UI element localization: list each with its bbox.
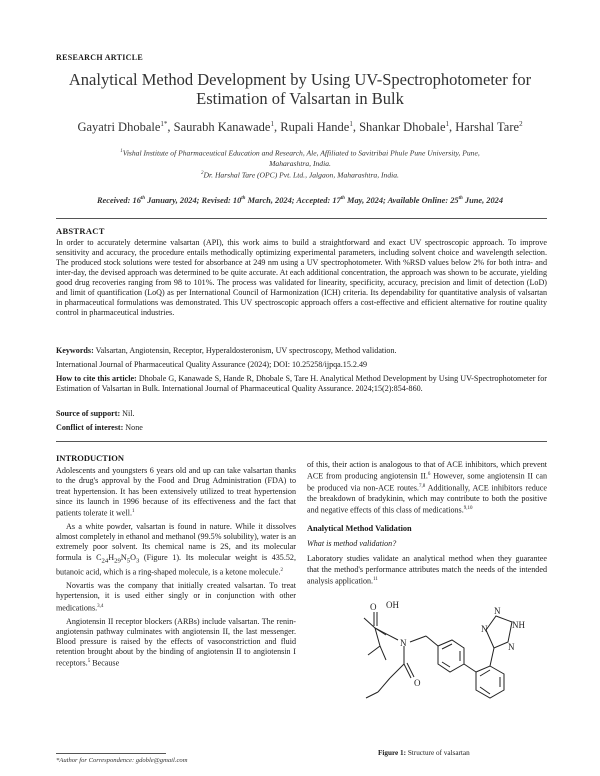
conflict-of-interest: [56, 423, 547, 433]
atom-o2: O: [414, 678, 421, 688]
abstract-body: In order to accurately determine valsartan (API), this work aims to build a straightforward and exact UV spectroscopic approach. To improve sensitivity and accuracy, the procedure entails methodically optimizing experimental parameters, including solvent choice and wavelength selection. The produced stock solutions were tested for absorbance at 249 nm using a UV spectrophotometer. With %RSD values below 2% for both intra- and inter-day, the devised approach was determined to be quite accurate. At each additional concentration, the approach was shown to be accurate, yielding good drug recoveries ranging from 98 to 101%. The process was validated for linearity, specificity, accuracy, precision and limit of detection (LoD) and limit of quantification (LoQ) as per International Council of Harmonization (ICH) criteria. Its dependability for quantitative analysis of valsartan in pharmaceutical formulations was demonstrated. This UV spectroscopic approach offers a cost-effective and efficient alternative for routine quality control in pharmaceutical industries.: [56, 238, 547, 317]
citation-sup: 2: [280, 568, 284, 574]
paragraph-text: Additionally, ACE inhibitors reduce the breakdown of bradykinin, which may contribute to both the positive and negative effects of this class of medications.: [307, 483, 547, 515]
affiliations: [60, 147, 540, 180]
atom-n-amide: N: [400, 638, 407, 648]
date-text: June, 2024: [462, 196, 504, 205]
date-text: Received: 16: [96, 196, 141, 205]
author-name: Saurabh Kanawade: [173, 120, 271, 135]
affiliation-sup: 1: [120, 149, 123, 154]
citation-sup: 1: [131, 509, 135, 515]
affiliation-text: Vishal Institute of Pharmaceutical Education and Research, Ale, Affiliated to Savitribai Phule Pune University, Pune,: [122, 148, 480, 158]
formula-sub: 29: [114, 557, 121, 565]
citation-sup: 3,4: [97, 603, 104, 609]
journal-doi-line: International Journal of Pharmaceutical Quality Assurance (2024); DOI: 10.25258/ijpqa.15.2.49: [56, 360, 368, 369]
caption-text: Structure of valsartan: [406, 749, 470, 757]
subsection-heading: Analytical Method Validation: [307, 524, 412, 534]
author-sup: 1: [445, 120, 450, 128]
atom-nh: NH: [512, 620, 525, 630]
intro-heading: INTRODUCTION: [56, 453, 125, 463]
divider-bottom: [56, 441, 547, 442]
formula-element: H: [108, 552, 115, 562]
date-text: January, 2024; Revised: 10: [145, 196, 242, 205]
affiliation-2: [60, 169, 540, 181]
intro-paragraph-2: [56, 522, 296, 578]
date-text: March, 2024; Accepted: 17: [245, 196, 341, 205]
divider-top: [56, 218, 547, 219]
paragraph-text: However, some angiotensin II can be produced via non-ACE routes.: [307, 471, 548, 493]
paragraph-text: As a white powder, valsartan is found in nature. While it dissolves almost completely in ethanol and methanol (99.5% solubility), water is an extremely poor solvent. Its chemical name is 2S, and its molecular formula is C: [56, 521, 296, 562]
author-name: Shankar Dhobale: [359, 120, 446, 135]
paragraph-text: Angiotensin II receptor blockers (ARBs) include valsartan. The renin-angiotensin pathway culminates with angiotensin II, the last messenger. Blood pressure is raised by the effects of vasoconstriction and fluid retention brought about by the binding of angiotensin II to angiotensin I receptors.: [56, 616, 296, 669]
paragraph-text: of this, their action is analogous to that of ACE inhibitors, which prevent ACE from producing angiotensin II.: [307, 460, 547, 481]
formula-sub: 5: [126, 557, 131, 565]
conflict-label: Conflict of interest:: [56, 423, 124, 432]
date-sup: th: [140, 196, 146, 202]
conflict-text: None: [123, 423, 143, 432]
footnote-rule: [56, 753, 166, 754]
author-name: Rupali Hande: [280, 120, 350, 135]
cite-text: Dhobale G, Kanawade S, Hande R, Dhobale S, Tare H. Analytical Method Development by Using UV-Spectrophotometer for Estimation of Valsartan in Bulk. International Journal of Pharmaceutical Quality Assurance. 2024;15(2):854-860.: [56, 374, 547, 394]
title-line-1: Analytical Method Development by Using UV-Spectrophotometer for: [68, 70, 532, 89]
date-text: May, 2024; Available Online: 25: [344, 196, 459, 205]
source-of-support: [56, 409, 547, 419]
support-label: Source of support:: [56, 409, 121, 418]
author-name: Harshal Tare: [455, 120, 520, 135]
paragraph-text: Novartis was the company that initially created valsartan. To treat hypertension, it is used either singly or in conjunction with other medications.: [56, 581, 296, 613]
keywords-label: Keywords:: [56, 346, 94, 355]
paragraph-text: Because: [90, 659, 120, 669]
support-text: Nil.: [120, 409, 135, 418]
publication-dates: [40, 196, 560, 205]
affiliation-1: [60, 147, 540, 159]
date-sup: th: [340, 196, 345, 202]
affiliation-sup: 2: [201, 170, 204, 176]
figure-1-caption: [378, 749, 470, 757]
article-title: [40, 70, 560, 108]
keywords-text: Valsartan, Angiotensin, Receptor, Hyperaldosteronism, UV spectroscopy, Method validation.: [93, 346, 397, 355]
citation-sup: 7,8: [418, 484, 426, 490]
intro-paragraph-4: [56, 617, 296, 670]
right-column: [307, 460, 547, 587]
atom-n3: N: [508, 642, 515, 652]
citation-sup: 9,10: [463, 506, 473, 512]
subsubsection-heading: What is method validation?: [307, 539, 397, 549]
paragraph-text: (Figure 1). Its molecular weight is 435.52, butanoic acid, which is a ring-shaped molecule, is a ketone molecule.: [56, 552, 296, 578]
author-sup: 1: [349, 120, 353, 128]
correspondence-footnote: *Author for Correspondence: gdoble@gmail.com: [56, 757, 188, 764]
formula-element: O: [130, 552, 136, 562]
how-to-cite: [56, 374, 547, 395]
valsartan-structure-figure: [318, 580, 538, 740]
article-type-label: RESEARCH ARTICLE: [56, 53, 143, 62]
citation-sup: 11: [373, 576, 378, 582]
paragraph-text: Laboratory studies validate an analytical method when they guarantee that the method's performance attributes match the needs of the intended analysis application.: [307, 554, 547, 586]
intro-paragraph-1: [56, 466, 296, 519]
atom-n2: N: [494, 606, 501, 616]
abstract-heading: ABSTRACT: [56, 226, 105, 236]
citation-sup: 5: [87, 659, 91, 665]
formula-element: N: [120, 552, 127, 562]
atom-oh: OH: [386, 600, 399, 610]
cite-label: How to cite this article:: [56, 374, 137, 383]
right-paragraph-1: [307, 460, 547, 516]
affiliation-1-cont: Maharashtra, India.: [269, 158, 331, 168]
atom-o1: O: [370, 602, 377, 612]
intro-paragraph-3: [56, 581, 296, 613]
affiliation-text: Dr. Harshal Tare (OPC) Pvt. Ltd., Jalgaon, Maharashtra, India.: [203, 170, 399, 180]
atom-n1: N: [481, 624, 488, 634]
author-name: Gayatri Dhobale: [77, 120, 161, 135]
keywords: [56, 346, 547, 356]
formula-sub: 3: [135, 557, 140, 565]
caption-label: Figure 1:: [378, 749, 407, 757]
author-list: Gayatri Dhobale$^{1*}$, Saurabh Kanawade$^1$, Rupali Hande$^1$, Shankar Dhobale$^1$, Harshal Tare$^2$: [77, 120, 523, 135]
left-column: [56, 453, 296, 669]
author-sup: 1*: [160, 120, 168, 128]
title-line-2: Estimation of Valsartan in Bulk: [196, 89, 404, 108]
paragraph-text: Adolescents and youngsters 6 years old and up can take valsartan thanks to the drug's approval by the Food and Drug Administration (FDA) to treat hypertension. It has been extensively utilized to treat hypertension since its launch in 1996 because of its effectiveness and the fact that patients tolerate it well.: [56, 466, 296, 518]
author-sup: 2: [519, 120, 523, 128]
author-sup: 1: [270, 120, 274, 128]
formula-sub: 24: [101, 557, 109, 565]
molecule-bonds: [364, 612, 512, 698]
citation-sup: 6: [427, 472, 431, 478]
date-sup: th: [241, 196, 246, 202]
date-sup: th: [458, 196, 463, 202]
